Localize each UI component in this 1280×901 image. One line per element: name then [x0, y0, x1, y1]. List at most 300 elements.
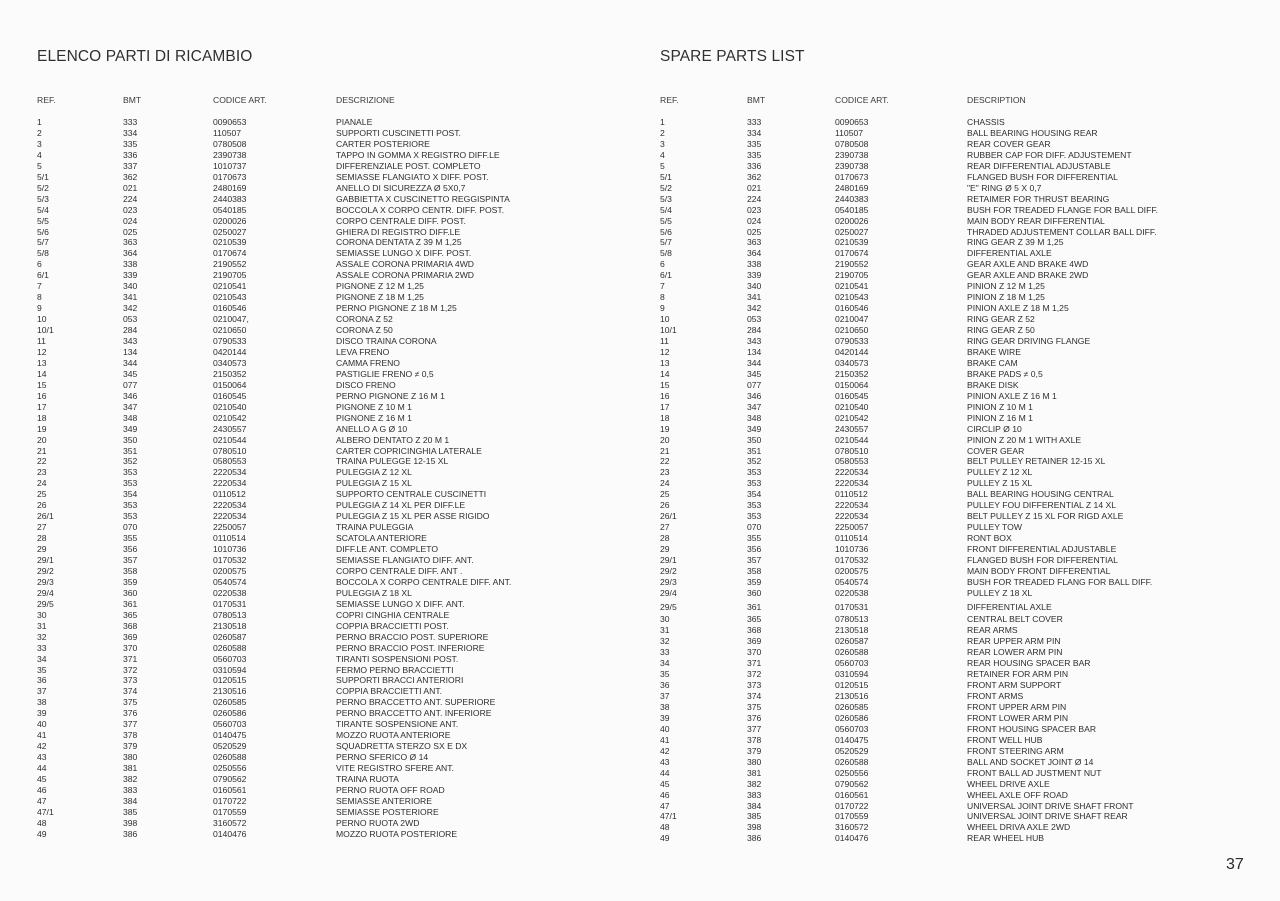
cell-bmt: 374	[747, 691, 762, 701]
cell-code: 0340573	[835, 357, 869, 368]
cell-bmt: 354	[123, 489, 138, 500]
col-header-bmt: BMT	[747, 95, 766, 105]
cell-bmt: 344	[747, 357, 762, 368]
cell-description: CORONA DENTATA Z 39 M 1,25	[336, 237, 462, 248]
cell-ref: 26	[660, 500, 670, 511]
cell-bmt: 381	[123, 763, 138, 774]
cell-bmt: 374	[123, 686, 138, 697]
cell-bmt: 356	[123, 544, 138, 555]
cell-code: 0520529	[213, 741, 247, 752]
cell-ref: 3	[660, 138, 665, 149]
cell-bmt: 385	[747, 811, 762, 822]
cell-description: PULLEY FOU DIFFERENTIAL Z 14 XL	[967, 500, 1117, 511]
cell-description: SQUADRETTA STERZO SX E DX	[336, 741, 468, 752]
cell-description: PIGNONE Z 18 M 1,25	[336, 292, 424, 303]
cell-description: GEAR AXLE AND BRAKE 2WD	[967, 270, 1089, 281]
cell-description: RING GEAR DRIVING FLANGE	[967, 336, 1091, 346]
cell-bmt: 341	[123, 292, 138, 303]
col-header-code: CODICE ART.	[213, 95, 267, 105]
cell-bmt: 362	[123, 171, 138, 182]
cell-code: 0170559	[835, 811, 869, 822]
cell-description: BUSH FOR TREADED FLANG FOR BALL DIFF.	[967, 576, 1153, 587]
cell-ref: 18	[660, 412, 670, 423]
cell-code: 0420144	[213, 346, 247, 357]
cell-bmt: 348	[747, 412, 762, 423]
col-header-description: DESCRIZIONE	[336, 95, 395, 105]
cell-bmt: 340	[123, 281, 138, 292]
cell-bmt: 371	[123, 653, 138, 664]
cell-code: 0790562	[213, 774, 247, 784]
cell-bmt: 284	[123, 325, 138, 336]
cell-ref: 27	[37, 522, 47, 533]
cell-code: 1010737	[213, 160, 247, 171]
cell-code: 0540574	[213, 576, 247, 587]
cell-ref: 16	[37, 390, 47, 401]
cell-ref: 38	[660, 701, 670, 712]
cell-code: 2190705	[835, 270, 869, 281]
cell-code: 0310594	[213, 664, 247, 675]
cell-ref: 47/1	[660, 811, 677, 822]
cell-bmt: 134	[747, 346, 762, 357]
cell-ref: 9	[37, 303, 42, 314]
cell-bmt: 353	[747, 511, 762, 522]
cell-description: PULEGGIA Z 12 XL	[336, 467, 412, 478]
cell-ref: 29/1	[660, 555, 677, 565]
cell-ref: 43	[660, 756, 670, 767]
cell-description: FLANGED BUSH FOR DIFFERENTIAL	[967, 555, 1118, 565]
cell-description: ANELLO DI SICUREZZA Ø 5X0,7	[336, 182, 466, 193]
cell-ref: 2	[37, 127, 42, 138]
cell-bmt: 361	[747, 601, 762, 612]
cell-description: PINION Z 10 M 1	[967, 401, 1033, 412]
cell-code: 0540574	[835, 576, 869, 587]
cell-code: 0260588	[835, 647, 869, 658]
cell-code: 2430557	[213, 423, 247, 434]
cell-code: 0790562	[835, 778, 869, 789]
cell-ref: 10	[37, 314, 47, 325]
cell-description: ASSALE CORONA PRIMARIA 4WD	[336, 259, 475, 270]
cell-bmt: 353	[747, 478, 762, 489]
cell-code: 0170532	[835, 555, 869, 565]
cell-ref: 5/8	[660, 248, 672, 259]
cell-description: SEMIASSE FLANGIATO X DIFF. POST.	[336, 171, 489, 182]
cell-bmt: 370	[747, 647, 762, 658]
cell-description: LEVA FRENO	[336, 346, 390, 357]
cell-bmt: 354	[747, 489, 762, 500]
cell-ref: 44	[37, 763, 47, 774]
cell-ref: 48	[660, 822, 670, 833]
cell-code: 2130516	[835, 691, 869, 701]
cell-bmt: 353	[747, 500, 762, 511]
cell-bmt: 339	[123, 270, 138, 281]
cell-ref: 26	[37, 500, 47, 511]
cell-description: RING GEAR Z 50	[967, 325, 1035, 336]
cell-description: FRONT HOUSING SPACER BAR	[967, 723, 1097, 734]
cell-code: 0110512	[835, 489, 868, 500]
cell-ref: 20	[37, 434, 47, 445]
cell-ref: 23	[37, 467, 47, 478]
cell-description: REAR HOUSING SPACER BAR	[967, 658, 1091, 669]
cell-code: 2220534	[213, 511, 247, 522]
cell-bmt: 134	[123, 346, 138, 357]
cell-code: 2130516	[213, 686, 247, 697]
cell-code: 0200575	[835, 565, 869, 576]
cell-description: FRONT ARM SUPPORT	[967, 680, 1062, 691]
cell-bmt: 381	[747, 767, 762, 778]
cell-code: 3160572	[835, 822, 869, 833]
cell-code: 0160545	[835, 390, 869, 401]
cell-ref: 18	[37, 412, 47, 423]
cell-description: BRAKE CAM	[967, 357, 1018, 368]
cell-ref: 47	[660, 800, 670, 811]
cell-bmt: 224	[123, 193, 138, 204]
cell-ref: 5/7	[37, 237, 49, 248]
cell-description: CORONA Z 50	[336, 325, 393, 336]
cell-ref: 38	[37, 697, 47, 708]
cell-bmt: 346	[747, 390, 762, 401]
cell-bmt: 377	[123, 719, 138, 730]
cell-bmt: 378	[747, 734, 762, 745]
cell-description: PULEGGIA Z 15 XL PER ASSE RIGIDO	[336, 511, 490, 522]
cell-description: SEMIASSE LUNGO X DIFF. POST.	[336, 248, 472, 259]
cell-description: CHASSIS	[967, 117, 1005, 127]
cell-ref: 43	[37, 752, 47, 763]
cell-description: PERNO PIGNONE Z 18 M 1,25	[336, 303, 457, 314]
cell-description: PULLEY Z 15 XL	[967, 478, 1033, 489]
cell-bmt: 024	[747, 215, 762, 226]
cell-code: 0170673	[835, 171, 869, 182]
cell-bmt: 357	[747, 555, 762, 565]
cell-bmt: 333	[123, 117, 138, 127]
cell-description: PULEGGIA Z 14 XL PER DIFF.LE	[336, 500, 466, 511]
cell-description: TIRANTI SOSPENSIONI POST.	[336, 653, 459, 664]
cell-description: DISCO TRAINA CORONA	[336, 336, 437, 346]
cell-code: 0170532	[213, 555, 247, 565]
cell-description: RONT BOX	[967, 533, 1012, 544]
cell-code: 1010736	[835, 544, 869, 555]
cell-code: 2390738	[835, 160, 869, 171]
cell-description: COPPIA BRACCIETTI POST.	[336, 620, 449, 631]
cell-ref: 1	[660, 117, 665, 127]
cell-description: PULEGGIA Z 15 XL	[336, 478, 412, 489]
cell-description: FRONT DIFFERENTIAL ADJUSTABLE	[967, 544, 1117, 555]
cell-code: 0160561	[835, 789, 869, 800]
cell-description: PULLEY Z 12 XL	[967, 467, 1033, 478]
cell-code: 0560703	[213, 653, 247, 664]
cell-bmt: 053	[123, 314, 138, 325]
cell-description: FRONT LOWER ARM PIN	[967, 712, 1069, 723]
cell-code: 2150352	[835, 368, 869, 379]
cell-bmt: 361	[123, 598, 138, 609]
cell-bmt: 053	[747, 314, 762, 325]
cell-ref: 19	[37, 423, 47, 434]
cell-bmt: 368	[123, 620, 138, 631]
cell-code: 0170559	[213, 806, 247, 817]
cell-bmt: 365	[123, 609, 138, 620]
cell-code: 0210541	[835, 281, 869, 292]
cell-bmt: 021	[123, 182, 138, 193]
cell-code: 0310594	[835, 669, 869, 680]
cell-code: 0210650	[835, 325, 869, 336]
cell-ref: 31	[660, 625, 670, 636]
cell-ref: 44	[660, 767, 670, 778]
cell-code: 0170722	[835, 800, 869, 811]
cell-code: 1010736	[213, 544, 247, 555]
cell-code: 0110514	[213, 533, 246, 544]
cell-ref: 17	[660, 401, 670, 412]
cell-description: BALL BEARING HOUSING CENTRAL	[967, 489, 1114, 500]
cell-bmt: 386	[123, 828, 138, 839]
cell-ref: 5/6	[37, 226, 49, 237]
cell-description: COPRI CINGHIA CENTRALE	[336, 609, 450, 620]
cell-ref: 14	[37, 368, 47, 379]
cell-ref: 13	[37, 357, 47, 368]
cell-description: ALBERO DENTATO Z 20 M 1	[336, 434, 450, 445]
cell-ref: 40	[660, 723, 670, 734]
cell-code: 2130518	[213, 620, 247, 631]
cell-ref: 29	[37, 544, 47, 555]
cell-code: 0140475	[213, 730, 247, 741]
cell-bmt: 383	[747, 789, 762, 800]
cell-description: PERNO BRACCETTO ANT. SUPERIORE	[336, 697, 496, 708]
cell-code: 0780513	[835, 614, 869, 625]
cell-bmt: 341	[747, 292, 762, 303]
cell-code: 0790533	[835, 336, 869, 346]
cell-ref: 21	[37, 445, 47, 456]
cell-code: 2430557	[835, 423, 869, 434]
cell-code: 2190552	[835, 259, 869, 270]
cell-code: 3160572	[213, 817, 247, 828]
cell-bmt: 338	[123, 259, 138, 270]
cell-ref: 8	[660, 292, 665, 303]
cell-description: FRONT WELL HUB	[967, 734, 1043, 745]
cell-code: 0580553	[835, 456, 869, 467]
cell-bmt: 359	[747, 576, 762, 587]
cell-code: 0540185	[835, 204, 869, 215]
cell-ref: 48	[37, 817, 47, 828]
cell-ref: 21	[660, 445, 670, 456]
cell-ref: 11	[37, 336, 46, 346]
cell-description: BELT PULLEY RETAINER 12-15 XL	[967, 456, 1106, 467]
col-header-code: CODICE ART.	[835, 95, 889, 105]
cell-description: REAR LOWER ARM PIN	[967, 647, 1063, 658]
cell-description: BELT PULLEY Z 15 XL FOR RIGD AXLE	[967, 511, 1124, 522]
cell-ref: 20	[660, 434, 670, 445]
cell-ref: 29/2	[37, 565, 54, 576]
cell-code: 2220534	[835, 467, 869, 478]
cell-ref: 29/2	[660, 565, 677, 576]
cell-ref: 25	[660, 489, 670, 500]
cell-bmt: 362	[747, 171, 762, 182]
cell-ref: 29/5	[37, 598, 54, 609]
cell-code: 0220538	[835, 587, 869, 598]
cell-ref: 15	[37, 379, 47, 390]
cell-bmt: 070	[123, 522, 138, 533]
cell-code: 0210540	[835, 401, 869, 412]
cell-code: 0250556	[213, 763, 247, 774]
cell-code: 0140476	[835, 833, 869, 844]
cell-description: MOZZO RUOTA ANTERIORE	[336, 730, 451, 741]
cell-description: PULLEY Z 18 XL	[967, 587, 1033, 598]
cell-description: PULEGGIA Z 18 XL	[336, 587, 412, 598]
cell-ref: 34	[660, 658, 670, 669]
cell-code: 0170674	[213, 248, 247, 259]
cell-bmt: 363	[123, 237, 138, 248]
cell-bmt: 350	[747, 434, 762, 445]
cell-description: PINION Z 20 M 1 WITH AXLE	[967, 434, 1082, 445]
cell-ref: 5/8	[37, 248, 49, 259]
cell-code: 0260587	[835, 636, 869, 647]
cell-code: 0210542	[835, 412, 869, 423]
cell-code: 0560703	[835, 658, 869, 669]
cell-code: 0780508	[835, 138, 869, 149]
cell-code: 2250057	[835, 522, 869, 533]
cell-bmt: 077	[123, 379, 138, 390]
cell-description: SEMIASSE FLANGIATO DIFF. ANT.	[336, 555, 474, 565]
cell-bmt: 386	[747, 833, 762, 844]
cell-bmt: 360	[123, 587, 138, 598]
cell-description: PIGNONE Z 16 M 1	[336, 412, 412, 423]
cell-description: MOZZO RUOTA POSTERIORE	[336, 828, 458, 839]
cell-bmt: 356	[747, 544, 762, 555]
cell-description: COVER GEAR	[967, 445, 1025, 456]
cell-code: 0210539	[213, 237, 247, 248]
cell-code: 2150352	[213, 368, 247, 379]
cell-bmt: 023	[747, 204, 762, 215]
cell-ref: 4	[660, 149, 665, 160]
cell-description: TRAINA PULEGGIA	[336, 522, 414, 533]
cell-description: RING GEAR Z 39 M 1,25	[967, 237, 1064, 248]
cell-code: 2390738	[835, 149, 869, 160]
cell-code: 0120515	[835, 680, 869, 691]
cell-ref: 33	[660, 647, 670, 658]
cell-ref: 28	[660, 533, 670, 544]
cell-bmt: 358	[747, 565, 762, 576]
cell-bmt: 363	[747, 237, 762, 248]
cell-ref: 23	[660, 467, 670, 478]
cell-description: TAPPO IN GOMMA X REGISTRO DIFF.LE	[336, 149, 500, 160]
cell-code: 0340573	[213, 357, 247, 368]
cell-description: PINION Z 18 M 1,25	[967, 292, 1045, 303]
cell-code: 0210539	[835, 237, 869, 248]
cell-description: PERNO BRACCIO POST. INFERIORE	[336, 642, 485, 653]
cell-description: FERMO PERNO BRACCIETTI	[336, 664, 454, 675]
cell-ref: 5/5	[660, 215, 672, 226]
cell-ref: 6	[37, 259, 42, 270]
cell-description: BOCCOLA X CORPO CENTRALE DIFF. ANT.	[336, 576, 512, 587]
cell-description: RETAINER FOR ARM PIN	[967, 669, 1069, 680]
cell-bmt: 024	[123, 215, 138, 226]
cell-code: 0120515	[213, 675, 247, 686]
cell-code: 0250027	[213, 226, 247, 237]
cell-description: ANELLO A G Ø 10	[336, 423, 408, 434]
cell-code: 0260585	[213, 697, 247, 708]
cell-bmt: 369	[747, 636, 762, 647]
cell-ref: 26/1	[37, 511, 54, 522]
cell-bmt: 335	[747, 138, 762, 149]
cell-ref: 5/5	[37, 215, 49, 226]
cell-ref: 30	[37, 609, 47, 620]
cell-code: 0210650	[213, 325, 247, 336]
col-header-ref: REF.	[37, 95, 56, 105]
cell-bmt: 347	[747, 401, 762, 412]
cell-ref: 15	[660, 379, 670, 390]
cell-description: UNIVERSAL JOINT DRIVE SHAFT FRONT	[967, 800, 1134, 811]
cell-bmt: 384	[123, 795, 138, 806]
cell-ref: 32	[660, 636, 670, 647]
cell-description: TRAINA PULEGGE 12-15 XL	[336, 456, 449, 467]
cell-description: FRONT UPPER ARM PIN	[967, 701, 1067, 712]
cell-bmt: 373	[747, 680, 762, 691]
col-header-ref: REF.	[660, 95, 679, 105]
cell-code: 2250057	[213, 522, 247, 533]
cell-code: 2190552	[213, 259, 247, 270]
cell-code: 0780513	[213, 609, 247, 620]
cell-ref: 33	[37, 642, 47, 653]
cell-bmt: 023	[123, 204, 138, 215]
cell-ref: 29/4	[660, 587, 677, 598]
cell-code: 2480169	[835, 182, 869, 193]
cell-description: PERNO RUOTA OFF ROAD	[336, 784, 445, 795]
cell-bmt: 380	[123, 752, 138, 763]
cell-ref: 27	[660, 522, 670, 533]
cell-ref: 12	[37, 346, 47, 357]
cell-description: PERNO BRACCETTO ANT. INFERIORE	[336, 708, 492, 719]
cell-ref: 29/4	[37, 587, 54, 598]
cell-ref: 14	[660, 368, 670, 379]
cell-description: RETAIMER FOR THRUST BEARING	[967, 193, 1110, 204]
cell-code: 2220534	[835, 478, 869, 489]
cell-bmt: 346	[123, 390, 138, 401]
cell-bmt: 338	[747, 259, 762, 270]
cell-bmt: 369	[123, 631, 138, 642]
cell-bmt: 365	[747, 614, 762, 625]
cell-code: 0170722	[213, 795, 247, 806]
cell-ref: 29	[660, 544, 670, 555]
cell-description: SEMIASSE ANTERIORE	[336, 795, 432, 806]
cell-description: BOCCOLA X CORPO CENTR. DIFF. POST.	[336, 204, 505, 215]
cell-description: CORONA Z 52	[336, 314, 393, 325]
cell-bmt: 375	[123, 697, 138, 708]
cell-code: 0110512	[213, 489, 246, 500]
cell-ref: 36	[660, 680, 670, 691]
cell-bmt: 353	[123, 500, 138, 511]
cell-ref: 46	[660, 789, 670, 800]
cell-code: 2390738	[213, 149, 247, 160]
cell-bmt: 342	[747, 303, 762, 314]
cell-description: UNIVERSAL JOINT DRIVE SHAFT REAR	[967, 811, 1128, 822]
cell-code: 0220538	[213, 587, 247, 598]
cell-description: TIRANTE SOSPENSIONE ANT.	[336, 719, 459, 730]
cell-ref: 8	[37, 292, 42, 303]
cell-bmt: 377	[747, 723, 762, 734]
cell-ref: 3	[37, 138, 42, 149]
cell-code: 2220534	[213, 478, 247, 489]
cell-ref: 1	[37, 117, 42, 127]
cell-code: 0210541	[213, 281, 247, 292]
cell-bmt: 336	[123, 149, 138, 160]
cell-code: 0780510	[835, 445, 869, 456]
cell-bmt: 343	[123, 336, 138, 346]
cell-ref: 11	[660, 336, 669, 346]
cell-code: 0260587	[213, 631, 247, 642]
cell-ref: 16	[660, 390, 670, 401]
cell-ref: 47	[37, 795, 47, 806]
cell-code: 0780510	[213, 445, 247, 456]
cell-bmt: 350	[123, 434, 138, 445]
cell-bmt: 364	[123, 248, 138, 259]
cell-description: MAIN BODY FRONT DIFFERENTIAL	[967, 565, 1111, 576]
